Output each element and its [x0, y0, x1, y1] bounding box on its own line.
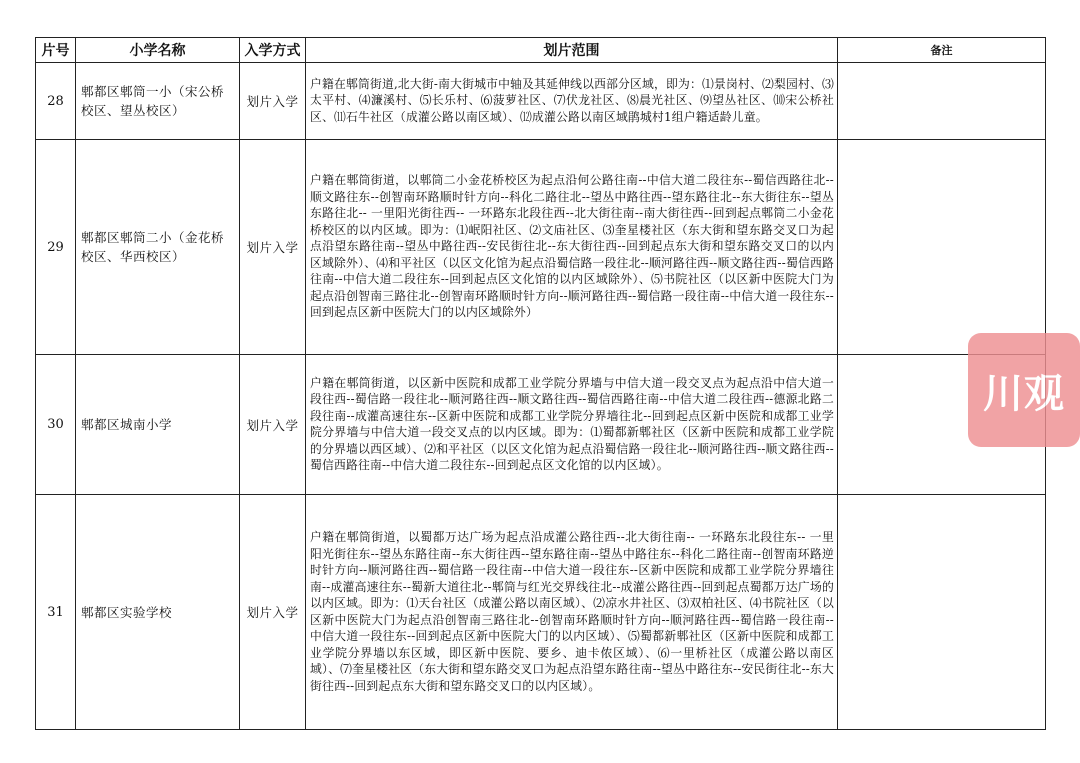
watermark-text: 川观 [983, 370, 1065, 417]
district-scope: 户籍在郫筒街道，以蜀都万达广场为起点沿成灌公路往西--北大街往南-- 一环路东北段往东-- 一里阳光街往东--望丛东路往南--东大街往西--望东路往南--望丛中路往东--科化二路往南--创智南环路逆时针方向--顺河路往西--蜀信路一段往南--中信大道一段往东--区新中医院和成都工业学院分界墙往南--成灌高速往东--蜀新大道往北--郫筒与红光交界线往北--成灌公路往西--回到起点蜀都万达广场的以内区域。即为：⑴天台社区（成灌公路以南区域）、⑵凉水井社区、⑶双柏社区、⑷书院社区（以区新中医院大门为起点沿创智南三路往北--创智南环路顺时针方向--顺河路往西--蜀信路一段往南--中信大道一段往东--回到起点区新中医院大门的以内区域）、⑸蜀都新郫社区（区新中医院和成都工业学院分界墙以东区域，即区新中医院、要乡、迪卡侬区域）、⑹一里桥社区（成灌公路以南区域）、⑺奎星楼社区（东大街和望东路交叉口为起点沿望东路往南--望丛中路往东--安民街往北--东大街往西--回到起点东大街和望东路交叉口的以内区域）。 [306, 495, 838, 730]
admission-method: 划片入学 [240, 140, 306, 355]
note-cell [838, 63, 1046, 140]
row-no: 29 [36, 140, 76, 355]
row-no: 31 [36, 495, 76, 730]
school-name: 郫都区实验学校 [76, 495, 240, 730]
header-scope: 划片范围 [306, 38, 838, 63]
header-school-name: 小学名称 [76, 38, 240, 63]
table-row [36, 355, 1046, 495]
table-header-row [36, 38, 1046, 63]
watermark-logo [968, 333, 1080, 447]
school-name: 郫都区城南小学 [76, 355, 240, 495]
note-cell [838, 140, 1046, 355]
district-scope: 户籍在郫筒街道，以区新中医院和成都工业学院分界墙与中信大道一段交叉点为起点沿中信大道一段往西--蜀信路一段往北--顺河路往西--顺文路往西--蜀信西路往南--中信大道二段往西--德源北路二段往南--成灌高速往东--区新中医院和成都工业学院分界墙往北--回到起点区新中医院和成都工业学院分界墙与中信大道一段交叉点的以内区域。即为：⑴蜀都新郫社区（区新中医院和成都工业学院的分界墙以西区域）、⑵和平社区（以区文化馆为起点沿蜀信路一段往北--顺河路往西--顺文路往西--蜀信西路往南--中信大道二段往东--回到起点区文化馆的以内区域）。 [306, 355, 838, 495]
header-no: 片号 [36, 38, 76, 63]
table-row [36, 495, 1046, 730]
note-cell [838, 495, 1046, 730]
admission-method: 划片入学 [240, 63, 306, 140]
admission-method: 划片入学 [240, 355, 306, 495]
table-row [36, 63, 1046, 140]
row-no: 28 [36, 63, 76, 140]
school-name: 郫都区郫筒二小（金花桥校区、华西校区） [76, 140, 240, 355]
school-district-table [35, 37, 1046, 730]
district-scope: 户籍在郫筒街道，以郫筒二小金花桥校区为起点沿何公路往南--中信大道二段往东--蜀信西路往北--顺文路往东--创智南环路顺时针方向--科化二路往北--望丛中路往西--望东路往北--东大街往东--望丛东路往北-- 一里阳光街往西-- 一环路东北段往西--北大街往南--南大街往西--回到起点郫筒二小金花桥校区的以内区域。即为：⑴岷阳社区、⑵文庙社区、⑶奎星楼社区（东大街和望东路交叉口为起点沿望东路往南--望丛中路往西--安民街往北--东大街往西--回到起点东大街和望东路交叉口的以内区域除外）、⑷和平社区（以区文化馆为起点沿蜀信路一段往北--顺河路往西--顺文路往西--蜀信西路往南--中信大道二段往东--回到起点区文化馆的以内区域除外）、⑸书院社区（以区新中医院大门为起点沿创智南三路往北--创智南环路顺时针方向--顺河路往西--蜀信路一段往南--中信大道一段往东--回到起点区新中医院大门的以内区域除外） [306, 140, 838, 355]
school-name: 郫都区郫筒一小（宋公桥校区、望丛校区） [76, 63, 240, 140]
header-admission-method: 入学方式 [240, 38, 306, 63]
header-note: 备注 [838, 38, 1046, 63]
row-no: 30 [36, 355, 76, 495]
table-row [36, 140, 1046, 355]
district-scope: 户籍在郫筒街道,北大街-南大街城市中轴及其延伸线以西部分区域，即为：⑴景岗村、⑵梨园村、⑶太平村、⑷濂溪村、⑸长乐村、⑹菠萝社区、⑺伏龙社区、⑻晨光社区、⑼望丛社区、⑽宋公桥社区、⑾石牛社区（成灌公路以南区域）、⑿成灌公路以南区域鹃城村1组户籍适龄儿童。 [306, 63, 838, 140]
admission-method: 划片入学 [240, 495, 306, 730]
